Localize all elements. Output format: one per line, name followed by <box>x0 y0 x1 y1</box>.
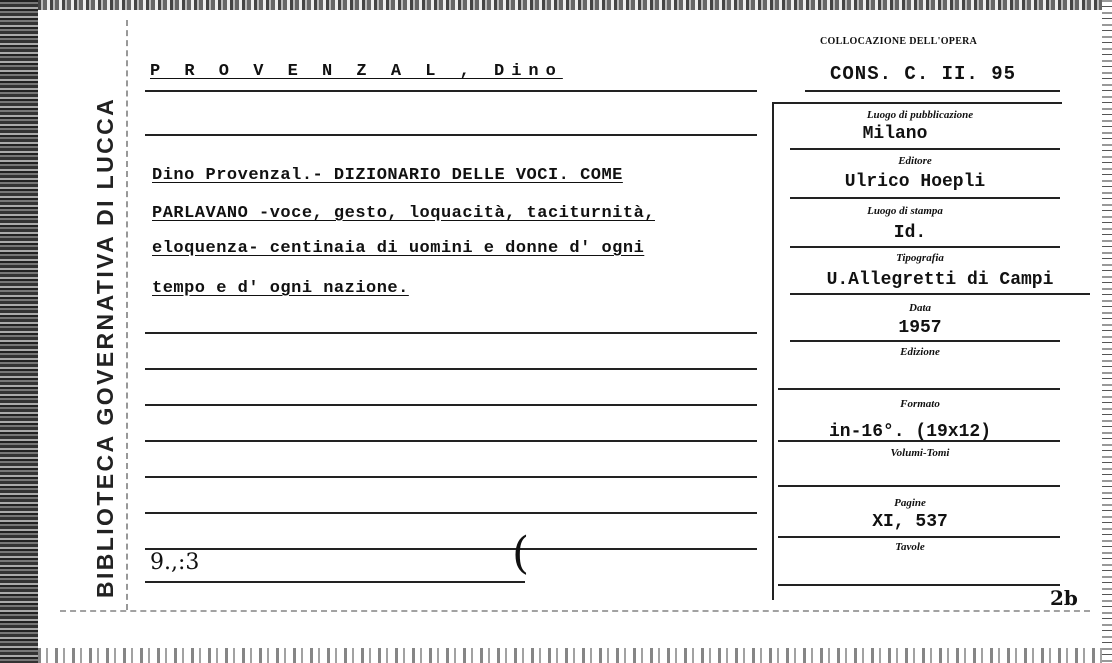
ruled-line <box>145 332 757 334</box>
ruled-line <box>145 581 525 583</box>
ruled-line <box>145 548 757 550</box>
scan-edge-right <box>1102 0 1112 663</box>
field-value: Ulrico Hoepli <box>844 172 986 192</box>
ruled-line <box>145 368 757 370</box>
shelfmark-rule <box>805 90 1060 92</box>
field-value: XI, 537 <box>872 512 948 532</box>
field-rule <box>790 197 1060 199</box>
shelfmark: CONS. C. II. 95 <box>830 63 1017 85</box>
field-rule <box>778 584 1060 586</box>
corner-number: 2b <box>1050 586 1078 610</box>
card-bottom-edge <box>60 610 1090 612</box>
field-rule <box>778 388 1060 390</box>
field-label: Edizione <box>900 346 940 358</box>
field-value: 1957 <box>898 318 942 338</box>
field-value: Milano <box>862 124 928 144</box>
field-label: Luogo di pubblicazione <box>866 109 974 121</box>
ruled-line <box>145 134 757 136</box>
ruled-line <box>145 404 757 406</box>
field-label: Formato <box>900 398 940 410</box>
field-label: Data <box>909 302 931 314</box>
field-rule <box>790 340 1060 342</box>
field-label: Editore <box>898 155 932 167</box>
title-line-2: PARLAVANO -voce, gesto, loquacità, taciturnità, <box>152 204 655 223</box>
column-divider <box>772 102 774 600</box>
field-label: Tavole <box>895 541 925 553</box>
field-value: Id. <box>893 223 927 243</box>
field-label: Tipografia <box>896 252 944 264</box>
author-heading: P R O V E N Z A L , Dino <box>150 62 563 81</box>
field-label: Volumi-Tomi <box>890 447 950 459</box>
ruled-line <box>145 476 757 478</box>
author-rule <box>145 90 757 92</box>
column-top-rule <box>772 102 1062 104</box>
scan-edge-left <box>0 0 38 663</box>
field-label: Luogo di stampa <box>867 205 943 217</box>
scan-edge-top <box>38 0 1112 10</box>
field-value: U.Allegretti di Campi <box>826 270 1054 290</box>
field-rule <box>790 246 1060 248</box>
field-rule <box>790 148 1060 150</box>
ruled-line <box>145 440 757 442</box>
library-name: BIBLIOTECA GOVERNATIVA DI LUCCA <box>92 96 118 598</box>
ruled-line <box>145 512 757 514</box>
field-label: Pagine <box>894 497 926 509</box>
field-rule <box>778 485 1060 487</box>
field-rule <box>790 293 1090 295</box>
inventory-number: 9.,:3 <box>150 550 200 575</box>
title-line-1: Dino Provenzal.- DIZIONARIO DELLE VOCI. COME <box>152 166 623 185</box>
title-line-3: eloquenza- centinaia di uomini e donne d' ogni <box>152 239 645 258</box>
collocazione-label: COLLOCAZIONE DELL'OPERA <box>820 36 978 47</box>
field-rule <box>778 536 1060 538</box>
card-margin-line <box>126 20 128 610</box>
field-value: in-16°. (19x12) <box>828 422 992 442</box>
scan-edge-bottom <box>38 648 1102 663</box>
handwritten-bracket: ( <box>512 528 530 579</box>
title-line-4: tempo e d' ogni nazione. <box>152 279 409 298</box>
field-rule <box>778 440 1060 442</box>
